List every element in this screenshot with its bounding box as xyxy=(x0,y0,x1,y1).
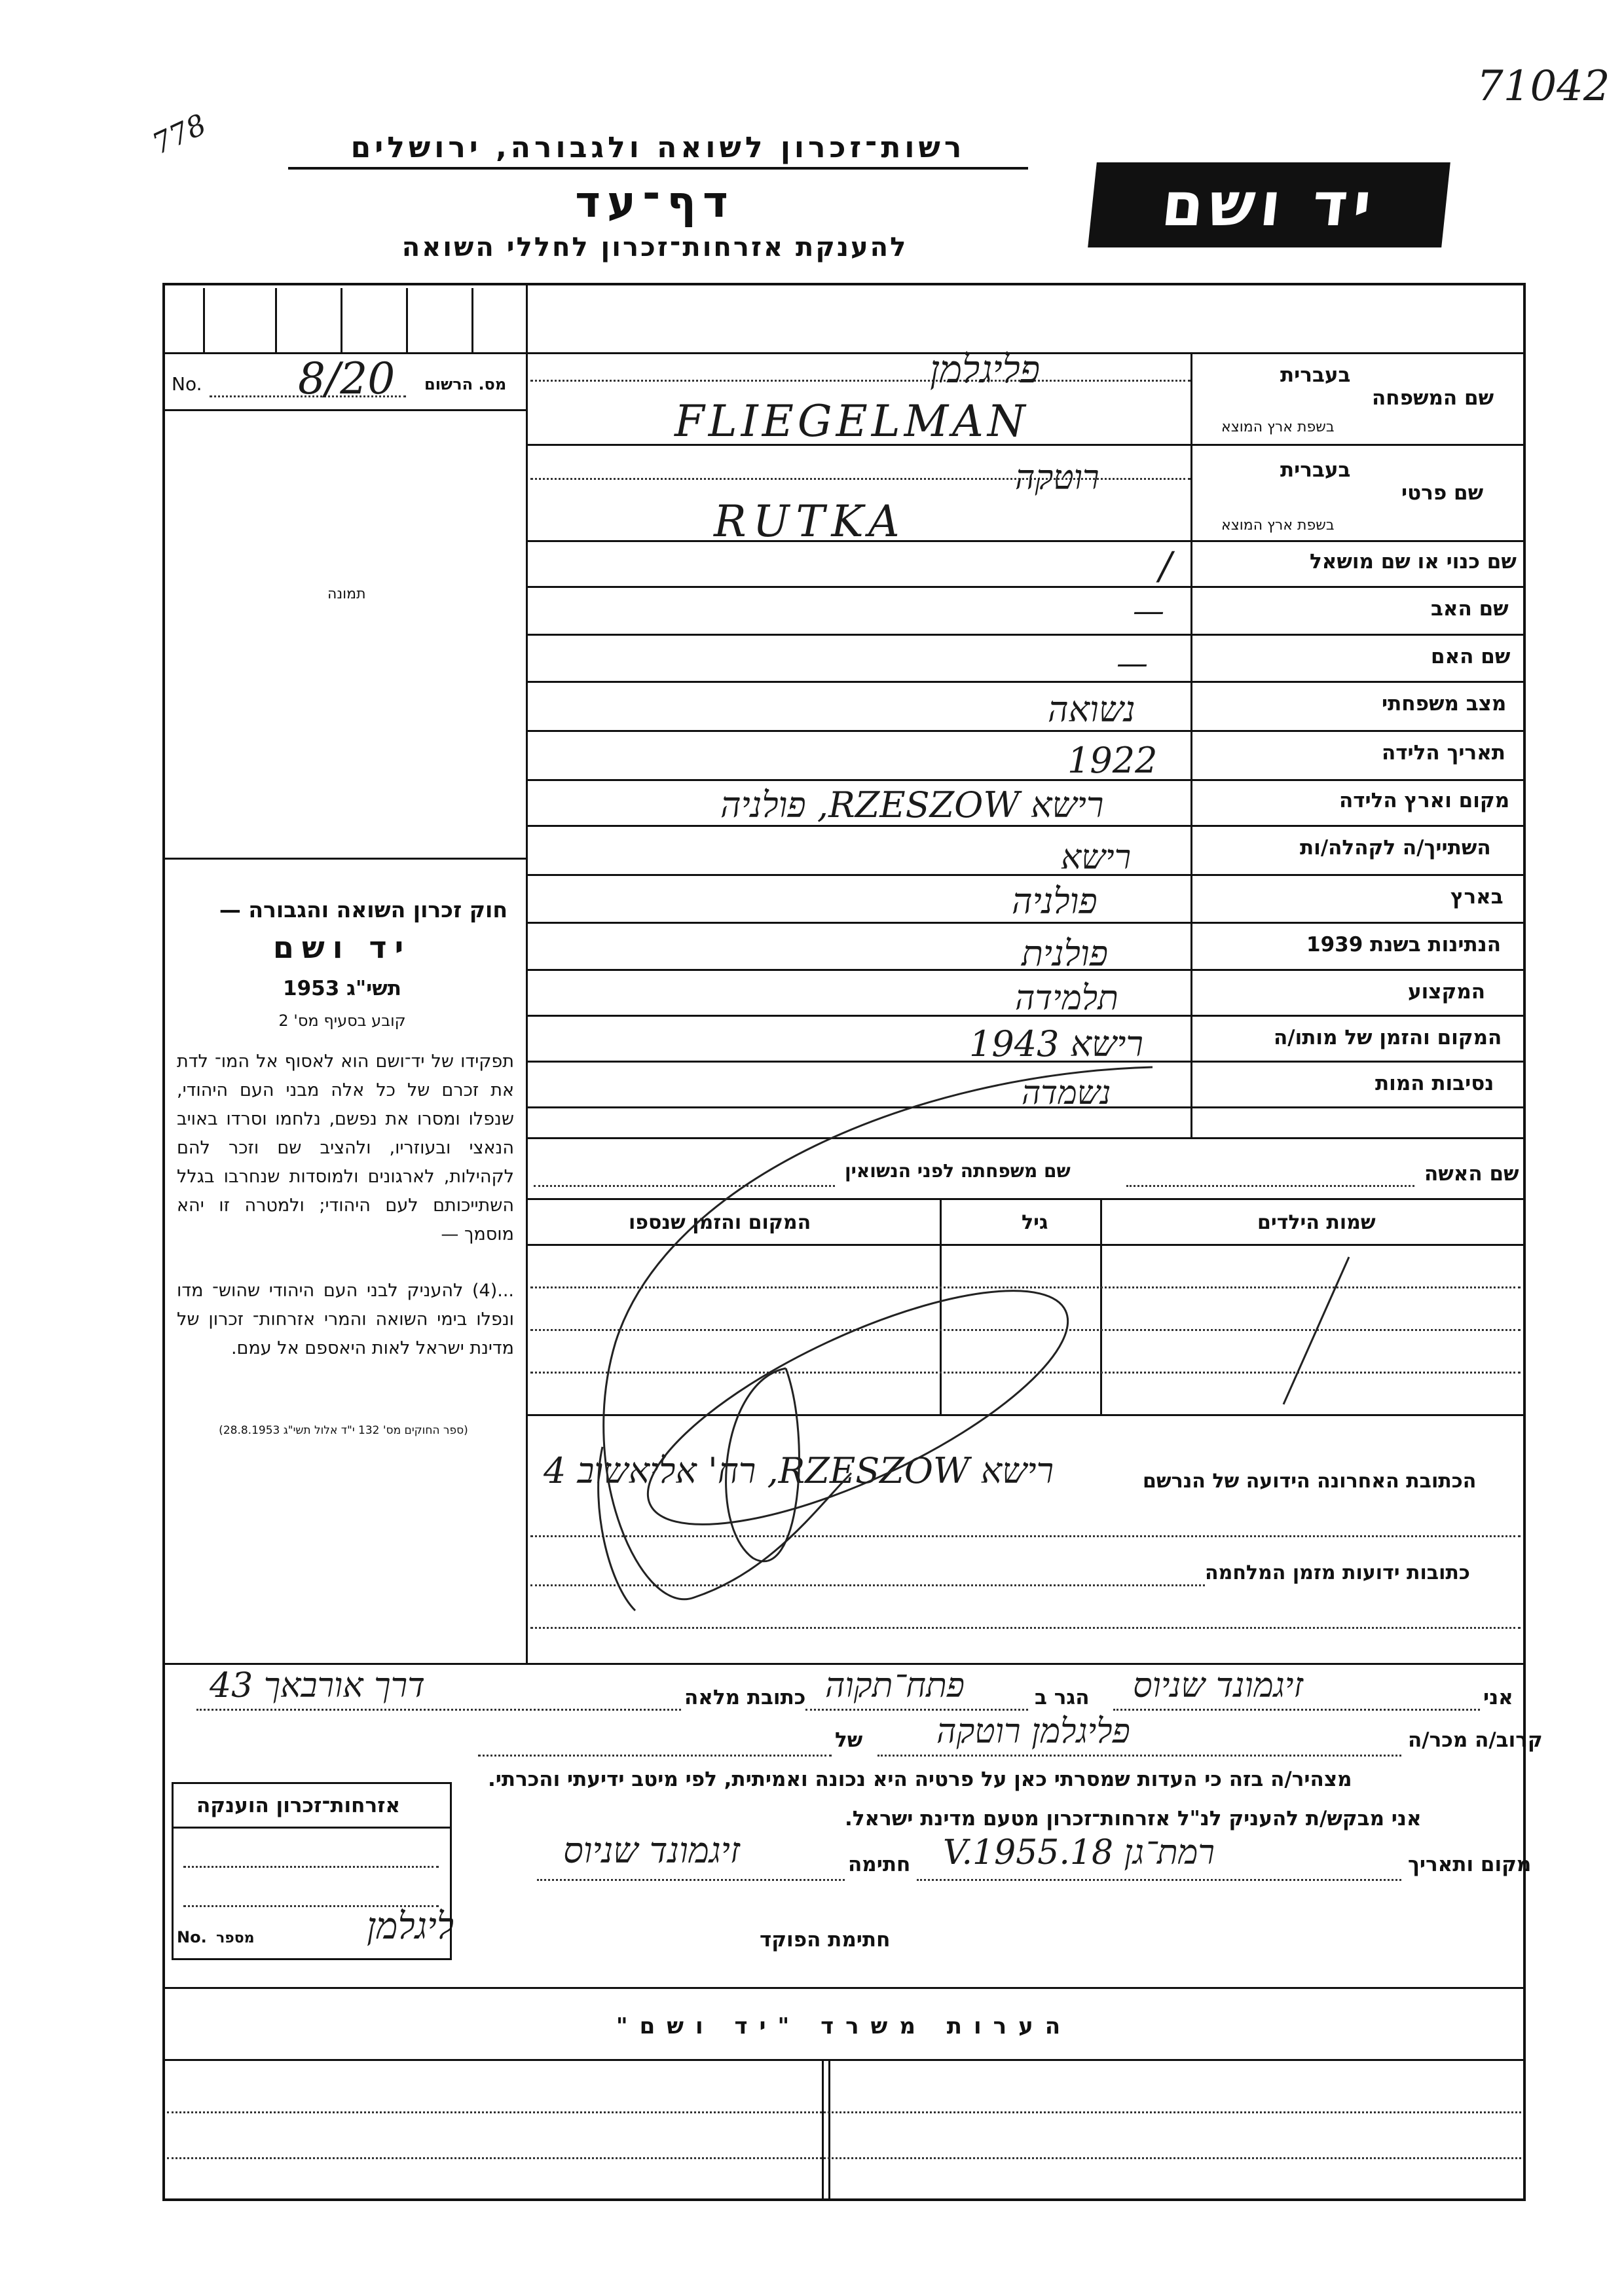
full-address-value: דרך אורבאך 43 xyxy=(210,1666,426,1705)
registration-number: 8/20 xyxy=(298,354,396,404)
firstname-origin-value: RUTKA xyxy=(714,496,906,547)
resides-value: פתח־תקוה xyxy=(825,1666,965,1705)
firstname-hebrew-tag: בעברית xyxy=(1280,458,1351,482)
law-year: תשי"ג 1953 xyxy=(283,977,401,1000)
firstname-hebrew-value: רוטקה xyxy=(1015,458,1099,498)
profession-value: תלמידה xyxy=(1015,979,1118,1018)
last-address-value: רישא RZESZOW, רח' אליאשוב 4 xyxy=(544,1450,1054,1491)
form-title: דף־עד xyxy=(575,177,735,227)
declarant-value: זיגמונד שניוס xyxy=(1133,1666,1303,1705)
children-header-death: המקום והזמן שנספו xyxy=(629,1211,811,1234)
last-address-label: הכתובת האחרונה הידועה של הנרשם xyxy=(1143,1470,1477,1493)
community-value: רישא xyxy=(1061,838,1132,877)
place-date-label: מקום ותאריך xyxy=(1408,1853,1532,1876)
yad-vashem-logo: יד ושם xyxy=(1088,162,1450,247)
relation-label: קרוב/ה מכר/ה xyxy=(1408,1728,1543,1752)
of-label: של xyxy=(835,1728,863,1752)
full-address-label: כתובת מלאה xyxy=(684,1686,806,1709)
registration-no-label: No. xyxy=(172,373,202,395)
death-cause-value: נשמדה xyxy=(1022,1074,1111,1112)
citizenship-label: הנתינות בשנת 1939 xyxy=(1306,933,1502,957)
marital-label: מצב משפחתי xyxy=(1382,692,1507,716)
country-label: בארץ xyxy=(1450,885,1504,909)
authority-title: רשות־זכרון לשואה ולגבורה, ירושלים xyxy=(288,131,1028,170)
form-subtitle: להענקת אזרחות־זכרון לחללי השואה xyxy=(401,232,908,263)
citizenship-box-title: אזרחות־זכרון הוענקה xyxy=(196,1794,401,1817)
death-cause-label: נסיבות המות xyxy=(1375,1072,1494,1095)
surname-hebrew-tag: בעברית xyxy=(1280,363,1351,387)
officer-label: חתימת הפוקד xyxy=(760,1928,891,1952)
surname-origin-value: FLIEGELMAN xyxy=(674,396,1029,446)
statement-text: מצהיר/ה בזה כי העדות שמסרתי כאן על פרטיה היא נכונה ואמיתית, לפי מיטב ידיעתי והכרתי. xyxy=(488,1768,1352,1791)
birthplace-value: רישא RZESZOW, פולניה xyxy=(720,784,1104,826)
surname-label: שם המשפחה xyxy=(1372,386,1494,410)
children-header-names: שמות הילדים xyxy=(1257,1211,1376,1234)
mother-label: שם האם xyxy=(1431,645,1511,668)
birthplace-label: מקום וארץ הלידה xyxy=(1339,789,1510,812)
citizenship-box-number-label: מספר xyxy=(216,1930,255,1946)
community-label: השתייך/ה לקהלה/ות xyxy=(1300,836,1491,860)
resides-label: הגר ב xyxy=(1035,1686,1090,1709)
children-header-age: גיל xyxy=(1022,1211,1048,1234)
profession-label: המקצוע xyxy=(1408,980,1486,1004)
father-value: — xyxy=(1133,592,1164,629)
registration-he-label: מס. הרשום xyxy=(424,375,507,393)
corner-mark: 778 xyxy=(147,107,212,162)
office-notes-title: הערות משרד "יד ושם" xyxy=(616,2013,1073,2039)
firstname-label: שם פרטי xyxy=(1401,481,1484,505)
death-place-value: רישא 1943 xyxy=(969,1023,1143,1065)
request-text: אני מבקש/ת להעניק לנ"ל אזרחות־זכרון מטעם מדינת ישראל. xyxy=(845,1807,1422,1831)
law-paragraph-1: תפקידו של יד־ושם הוא לאסוף אל המו־ לדת את זכרם של כל אלה מבני העם היהודי, שנפלו ומסרו את נפשם, נלחמו וסרדו באויב הנאצי ובעוזריו, ולהציב שם וזכר להם לקהילות, לארגונים ולמוסדות שנחרבו בגלל השתייכותם לעם היהודי; ולמטרה זו יהא מוסמך — xyxy=(177,1051,514,1245)
of-value: פליגלמן רוטקה xyxy=(936,1712,1130,1751)
birthdate-label: תאריך הלידה xyxy=(1382,741,1505,765)
mother-value: — xyxy=(1116,645,1148,682)
wife-label: שם האשה xyxy=(1424,1162,1519,1186)
signature-value: זיגמונד שניוס xyxy=(563,1830,740,1871)
nickname-label: שם כנוי או שם מושאל xyxy=(1310,550,1517,574)
maiden-label: שם משפחתה לפני הנשואין xyxy=(845,1160,1071,1182)
nickname-value: / xyxy=(1159,543,1172,588)
death-place-label: המקום והזמן של מותו/ה xyxy=(1274,1026,1502,1049)
father-label: שם האב xyxy=(1431,597,1509,621)
law-title: חוק זכרון השואה והגבורה — xyxy=(219,897,507,922)
archive-number: 71042 xyxy=(1477,62,1610,111)
place-date-value: רמת־גן 18.V.1955 xyxy=(943,1833,1215,1872)
declarant-label: אני xyxy=(1483,1686,1513,1709)
marital-value: נשואה xyxy=(1048,689,1135,730)
firstname-origin-tag: בשפת ארץ המוצא xyxy=(1221,517,1335,534)
war-addresses-label: כתובות ידועות מזמן המלחמה xyxy=(1205,1561,1470,1584)
birthdate-value: 1922 xyxy=(1067,740,1158,781)
law-section: קובע בסעיף מס' 2 xyxy=(278,1011,406,1030)
law-name: יד ושם xyxy=(272,930,412,965)
law-citation: (ספר החוקים מס' 132 י"ד אלול תשי"ג 28.8.1953) xyxy=(219,1424,468,1437)
citizenship-value: פולנית xyxy=(1022,933,1109,974)
photo-label: תמונה xyxy=(327,586,366,602)
officer-signature: ליגלמן xyxy=(367,1905,454,1948)
country-value: פולניה xyxy=(1012,881,1098,922)
surname-origin-tag: בשפת ארץ המוצא xyxy=(1221,419,1335,435)
surname-hebrew-value: פליגלמן xyxy=(930,347,1041,392)
law-paragraph-2: ...(4) להעניק לבני העם היהודי שהוש־ מדו ונפלו בימי השואה והמרי אזרחות־ זכרון של מדינת ישראל לאות היאספם אל עמם. xyxy=(177,1281,514,1358)
citizenship-box-no: No. xyxy=(177,1928,207,1946)
signature-label: חתימה xyxy=(848,1853,911,1876)
